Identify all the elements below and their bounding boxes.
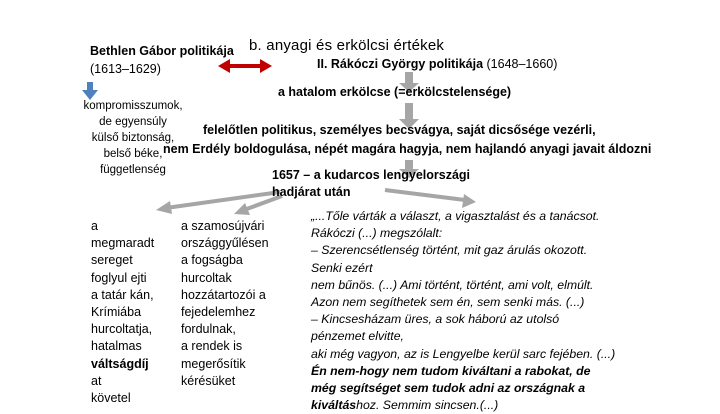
traits-line-2: nem Erdély boldogulása, népét magára hagyja, nem hajlandó anyagi javait áldozni	[163, 142, 652, 156]
diet-text: a szamosújvári országgyűlésen a fogságba hurcoltak hozzátartozói a fejedelemhez fordulnak, a rendek is megerősítik kérésüket	[181, 219, 269, 388]
section-heading: b. anyagi és erkölcsi értékek	[249, 37, 445, 54]
traits-line-1: felelőtlen politikus, személyes becsvágya, saját dicsősége vezérli,	[203, 123, 596, 137]
double-arrow-icon	[218, 59, 272, 73]
diagonal-arrow-icon	[385, 190, 476, 208]
power-morality: a hatalom erkölcse (=erkölcstelensége)	[278, 85, 512, 99]
rakoczi-title: II. Rákóczi György politikája (1648–1660)	[317, 57, 558, 71]
bethlen-years: (1613–1629)	[90, 62, 161, 76]
campaign-line-2: hadjárat után	[272, 185, 351, 199]
rakoczi-quote: „...Tőle várták a választ, a vigasztalást és a tanácsot. Rákóczi (...) megszólalt: – Szerencsétlenség történt, mit gaz árulás okozott. Senki ezért nem bűnös. (...) Ami történt, történt, ami volt, elmúlt. Azon nem segíthetek sem én, sem senki más. (...) – Kincsesházam üres, a sok háború az utolsó pénzemet elvitte, aki még vagyon, az is Lengyelbe kerül sarc fejében. (...) Én nem-hogy nem tudom kiváltani a rabokat, de még segítséget sem tudok adni az országnak a kiváltáshoz. Semmim sincsen.(...)	[311, 209, 616, 413]
bethlen-policy-list: kompromisszumok, de egyensúly külső biztonság, belső béke, függetlenség	[83, 100, 183, 176]
tatar-khan-text: a megmaradt sereget foglyul ejti a tatár kán, Krímiába hurcoltatja, hatalmas váltságdíj at követel	[91, 219, 155, 406]
campaign-line-1: 1657 – a kudarcos lengyelországi	[272, 168, 471, 182]
bethlen-title: Bethlen Gábor politikája	[90, 44, 234, 58]
